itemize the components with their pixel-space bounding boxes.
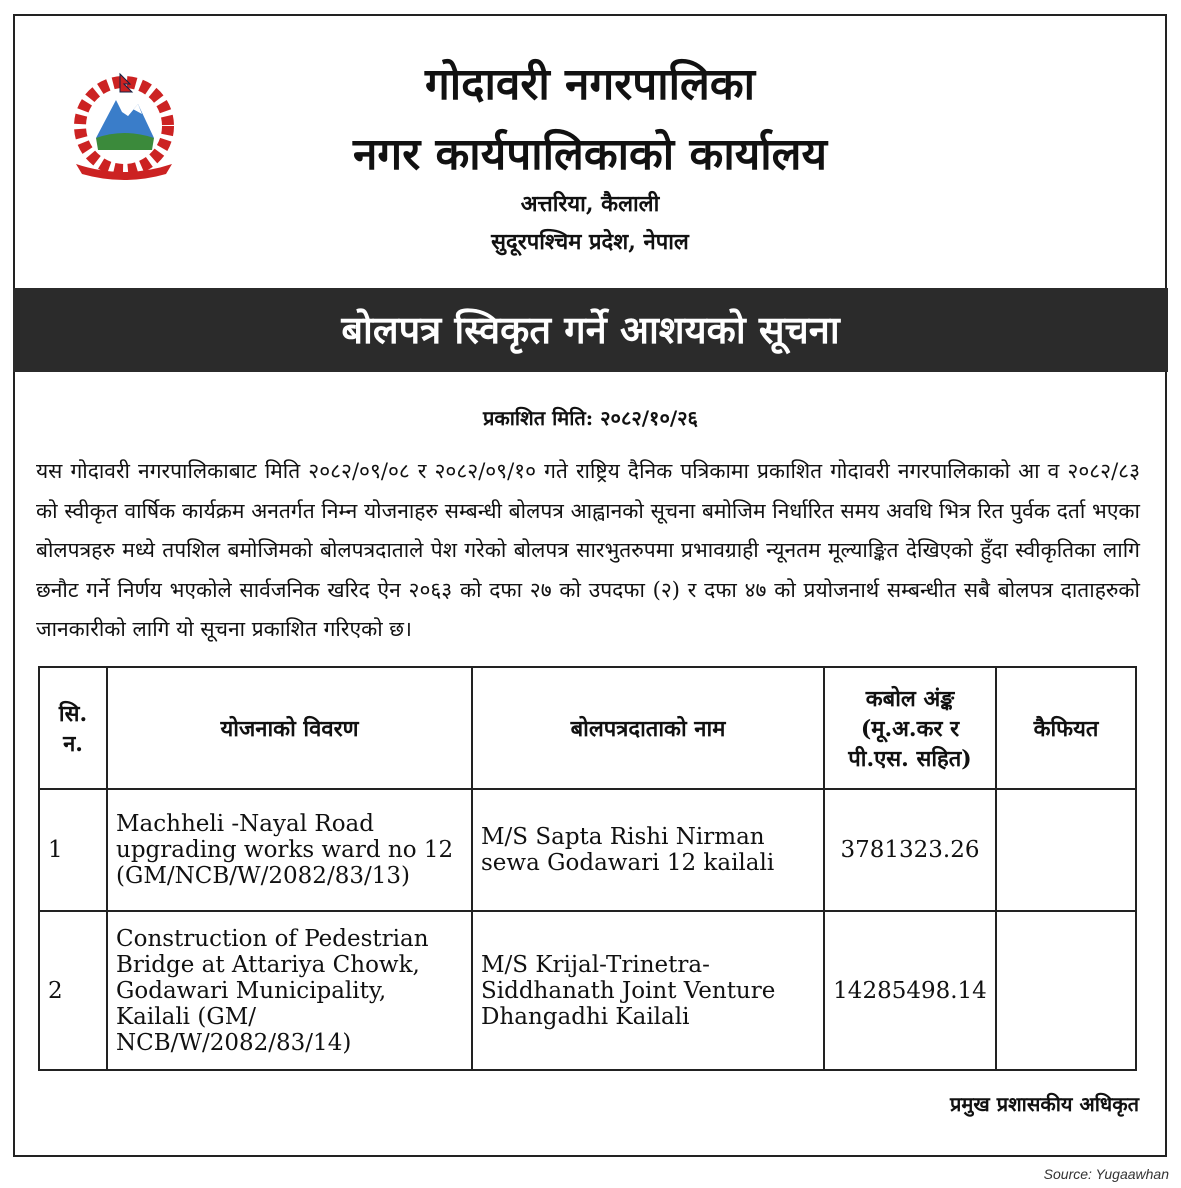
cell-amount: 3781323.26 bbox=[824, 789, 996, 911]
cell-project: Machheli -Nayal Road upgrading works ward no 12 (GM/NCB/W/2082/83/13) bbox=[107, 789, 472, 911]
published-date: प्रकाशित मिति: २०८२/१०/२६ bbox=[483, 406, 698, 430]
address-line-1: अत्तरिया, कैलाली bbox=[520, 191, 660, 217]
cell-amount: 14285498.14 bbox=[824, 911, 996, 1070]
cell-sn: 2 bbox=[39, 911, 107, 1070]
office-name: नगर कार्यपालिकाको कार्यालय bbox=[353, 129, 827, 180]
cell-bidder: M/S Sapta Rishi Nirman sewa Godawari 12 kailali bbox=[472, 789, 824, 911]
header-remarks: कैफियत bbox=[996, 667, 1136, 789]
cell-project: Construction of Pedestrian Bridge at Attariya Chowk, Godawari Municipality, Kailali (GM/ NCB/W/2082/83/14) bbox=[107, 911, 472, 1070]
header-bidder: बोलपत्रदाताको नाम bbox=[472, 667, 824, 789]
notice-title: बोलपत्र स्विकृत गर्ने आशयको सूचना bbox=[13, 288, 1168, 372]
bid-table bbox=[38, 666, 1137, 1071]
header-amount: कबोल अंङ्क (मू.अ.कर र पी.एस. सहित) bbox=[824, 667, 996, 789]
header-sn: सि. न. bbox=[39, 667, 107, 789]
header-project: योजनाको विवरण bbox=[107, 667, 472, 789]
source-credit: Source: Yugaawhan bbox=[1043, 1166, 1169, 1182]
address-line-2: सुदूरपश्चिम प्रदेश, नेपाल bbox=[491, 229, 689, 255]
notice-body: यस गोदावरी नगरपालिकाबाट मिति २०८२/०९/०८ र २०८२/०९/१० गते राष्ट्रिय दैनिक पत्रिकामा प्रकाशित गोदावरी नगरपालिकाको आ व २०८२/८३ को स्वीकृत वार्षिक कार्यक्रम अनतर्गत निम्न योजनाहरु सम्बन्धी बोलपत्र आह्वानको सूचना बमोजिम निर्धारित समय अवधि भित्र रित पुर्वक दर्ता भएका बोलपत्रहरु मध्ये तपशिल बमोजिमको बोलपत्रदाताले पेश गरेको बोलपत्र सारभुतरुपमा प्रभावग्राही न्यूनतम मूल्याङ्कित देखिएको हुँदा स्वीकृतिका लागि छनौट गर्ने निर्णय भएकोले सार्वजनिक खरिद ऐन २०६३ को दफा २७ को उपदफा (२) र दफा ४७ को प्रयोजनार्थ सम्बन्धीत सबै बोलपत्र दाताहरुको जानकारीको लागि यो सूचना प्रकाशित गरिएको छ। bbox=[36, 459, 1140, 641]
cell-bidder: M/S Krijal-Trinetra-Siddhanath Joint Venture Dhangadhi Kailali bbox=[472, 911, 824, 1070]
cell-remarks bbox=[996, 789, 1136, 911]
municipality-name: गोदावरी नगरपालिका bbox=[424, 59, 756, 110]
cell-remarks bbox=[996, 911, 1136, 1070]
nepal-emblem-logo bbox=[66, 68, 182, 184]
table-row bbox=[39, 911, 1136, 1070]
table-row bbox=[39, 789, 1136, 911]
cell-sn: 1 bbox=[39, 789, 107, 911]
signatory-title: प्रमुख प्रशासकीय अधिकृत bbox=[950, 1092, 1139, 1116]
table-header-row bbox=[39, 667, 1136, 789]
